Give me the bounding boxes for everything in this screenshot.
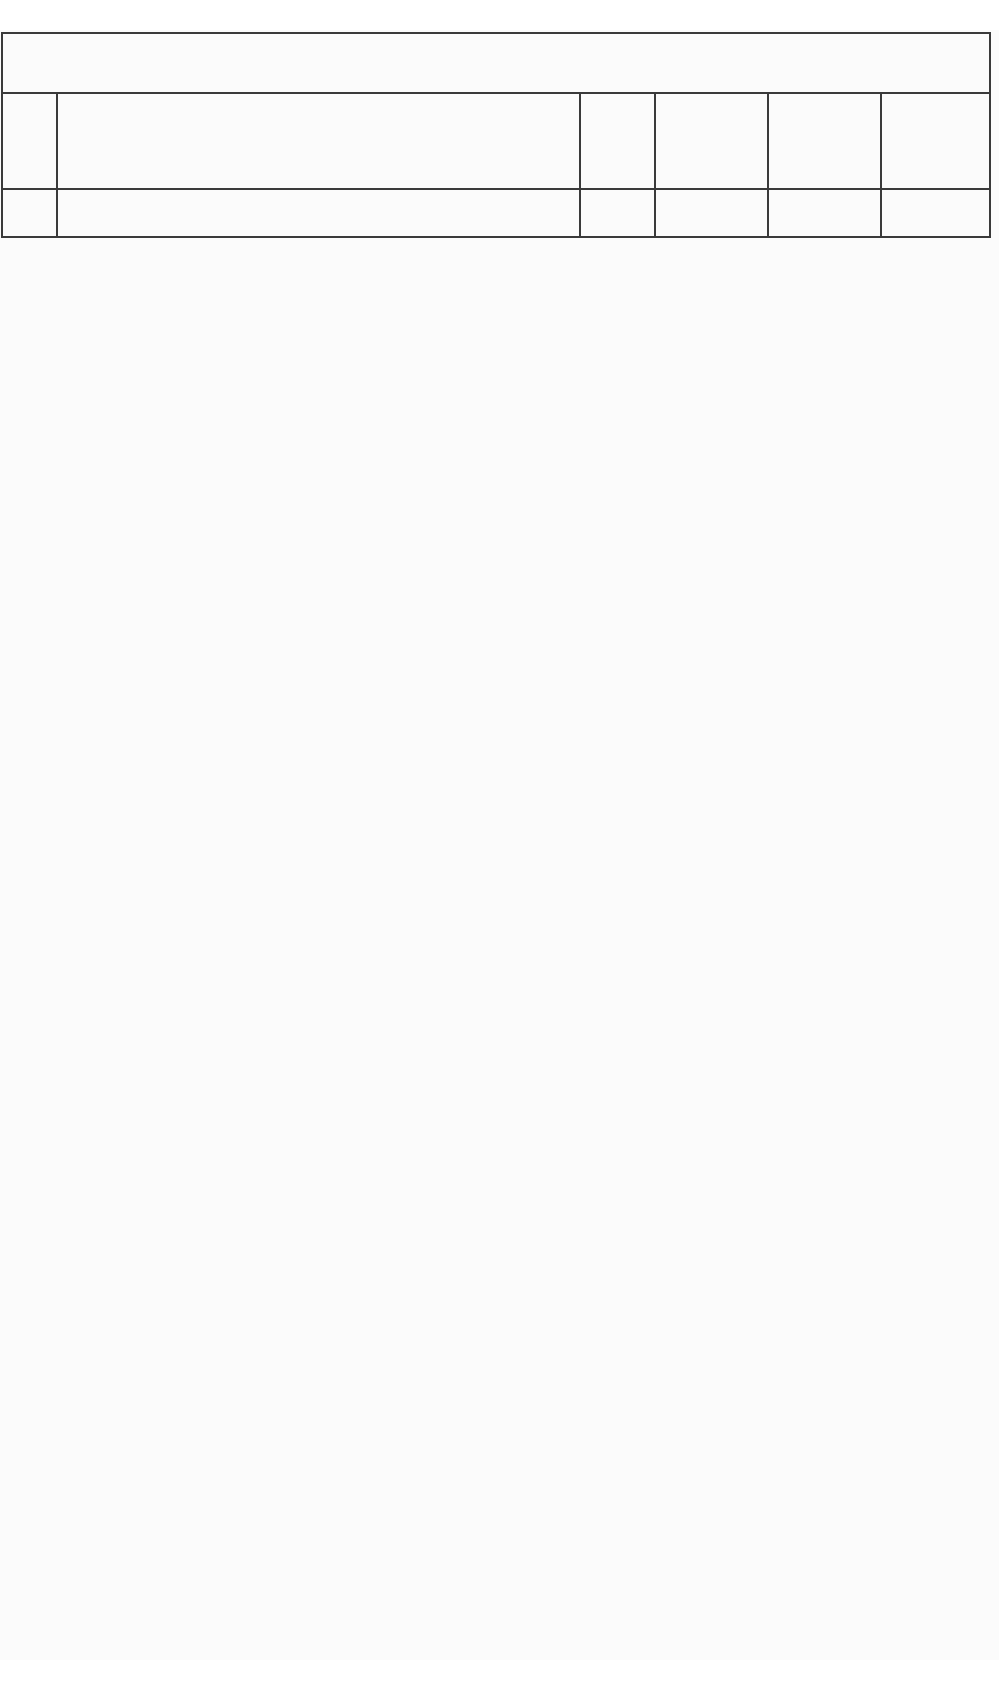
header-minister <box>580 93 655 189</box>
header-row <box>2 93 990 189</box>
header-no <box>2 93 57 189</box>
header-description <box>57 93 580 189</box>
totals-grand-total <box>881 189 990 237</box>
totals-secretary <box>655 189 768 237</box>
leadership-table <box>1 32 991 238</box>
totals-under-secretary <box>768 189 881 237</box>
document-sheet <box>0 30 999 1660</box>
header-under-secretary <box>768 93 881 189</box>
totals-label <box>57 189 580 237</box>
totals-empty-cell <box>2 189 57 237</box>
header-total <box>881 93 990 189</box>
totals-minister <box>580 189 655 237</box>
totals-row <box>2 189 990 237</box>
table-title <box>2 33 990 93</box>
header-secretary-of-state <box>655 93 768 189</box>
